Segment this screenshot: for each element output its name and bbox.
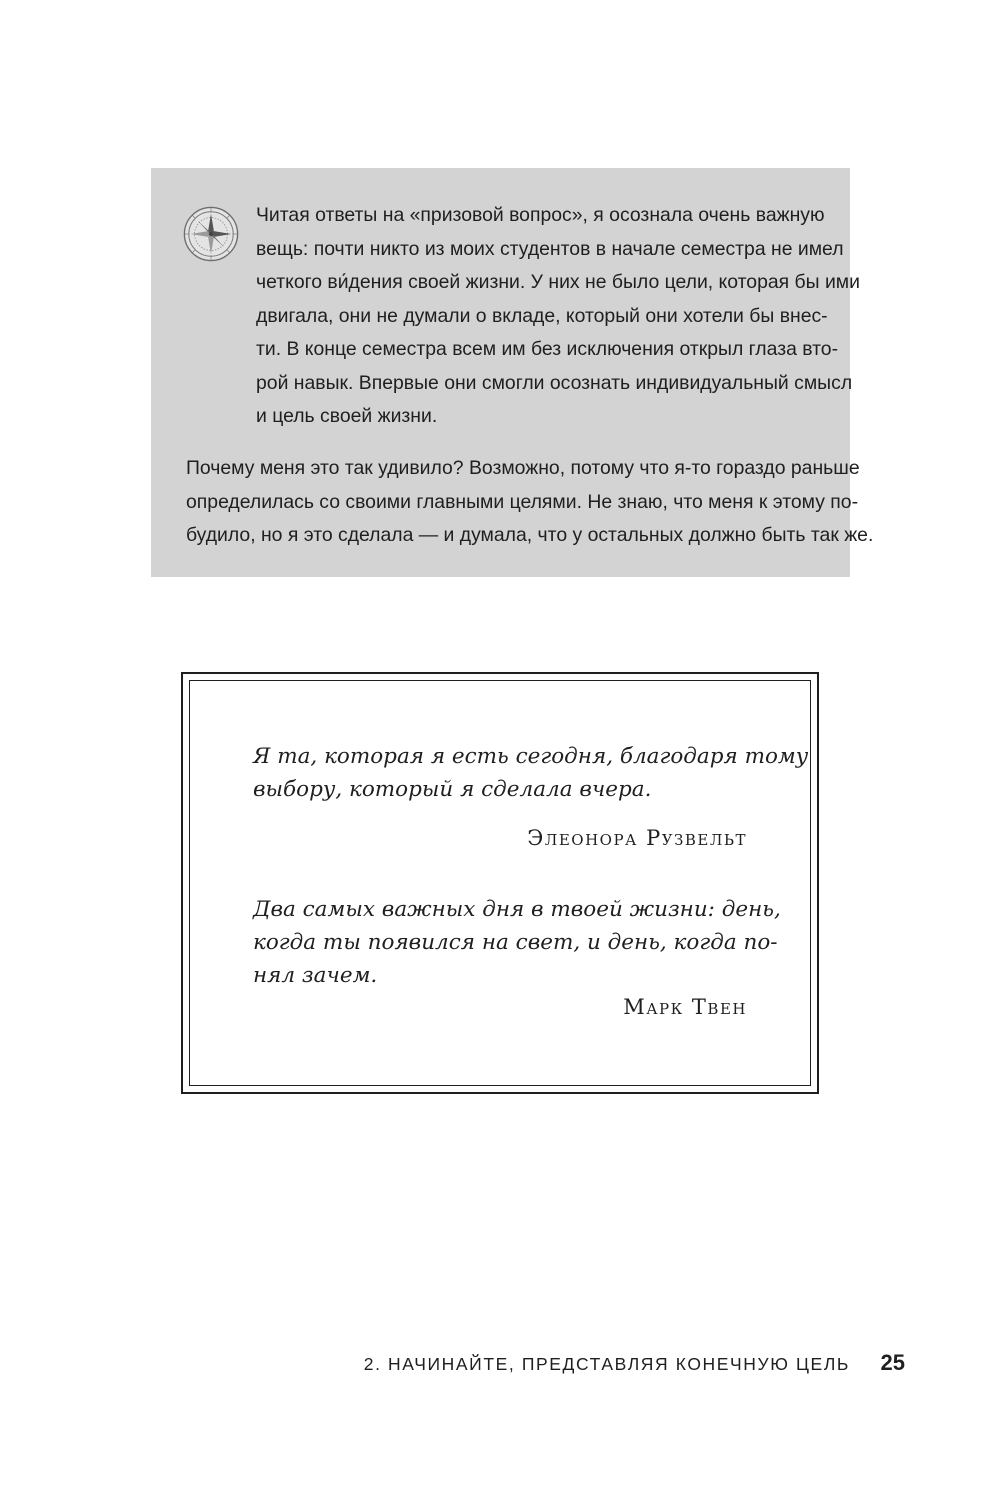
quote-line: выбору, который я сделала вчера.	[253, 777, 652, 802]
text-line: Читая ответы на «призовой вопрос», я осознала очень важную	[256, 204, 825, 226]
quote-author: Марк Твен	[623, 995, 747, 1019]
text-line: и цель своей жизни.	[256, 405, 438, 427]
sidebar-paragraph	[186, 452, 874, 553]
quote-text	[253, 740, 809, 806]
text-line: четкого ви́дения своей жизни. У них не было цели, которая бы ими	[256, 271, 860, 293]
text-line: будило, но я это сделала — и думала, что у остальных должно быть так же.	[186, 524, 874, 546]
text-line: определилась со своими главными целями. Не знаю, что меня к этому по-	[186, 490, 859, 513]
quote-text	[253, 893, 781, 992]
sidebar-paragraph	[256, 199, 860, 434]
quote-line: Я та, которая я есть сегодня, благодаря тому	[253, 744, 809, 769]
quote-frame	[181, 672, 819, 1094]
quote-line: когда ты появился на свет, и день, когда по-	[253, 930, 778, 955]
text-line: вещь: почти никто из моих студентов в начале семестра не имел	[256, 237, 844, 260]
compass-icon	[182, 205, 240, 263]
quote-line: Два самых важных дня в твоей жизни: день,	[253, 897, 781, 922]
text-line: двигала, они не думали о вкладе, который они хотели бы внес-	[256, 304, 828, 327]
text-line: Почему меня это так удивило? Возможно, потому что я-то гораздо раньше	[186, 457, 860, 479]
text-line: ти. В конце семестра всем им без исключения открыл глаза вто-	[256, 338, 839, 360]
quote-line: нял зачем.	[253, 963, 378, 988]
quote-author: Элеонора Рузвельт	[527, 826, 747, 850]
text-line: рой навык. Впервые они смогли осознать индивидуальный смысл	[256, 371, 853, 394]
running-head: 2. НАЧИНАЙТЕ, ПРЕДСТАВЛЯЯ КОНЕЧНУЮ ЦЕЛЬ	[363, 1354, 850, 1374]
page-number: 25	[880, 1350, 905, 1375]
